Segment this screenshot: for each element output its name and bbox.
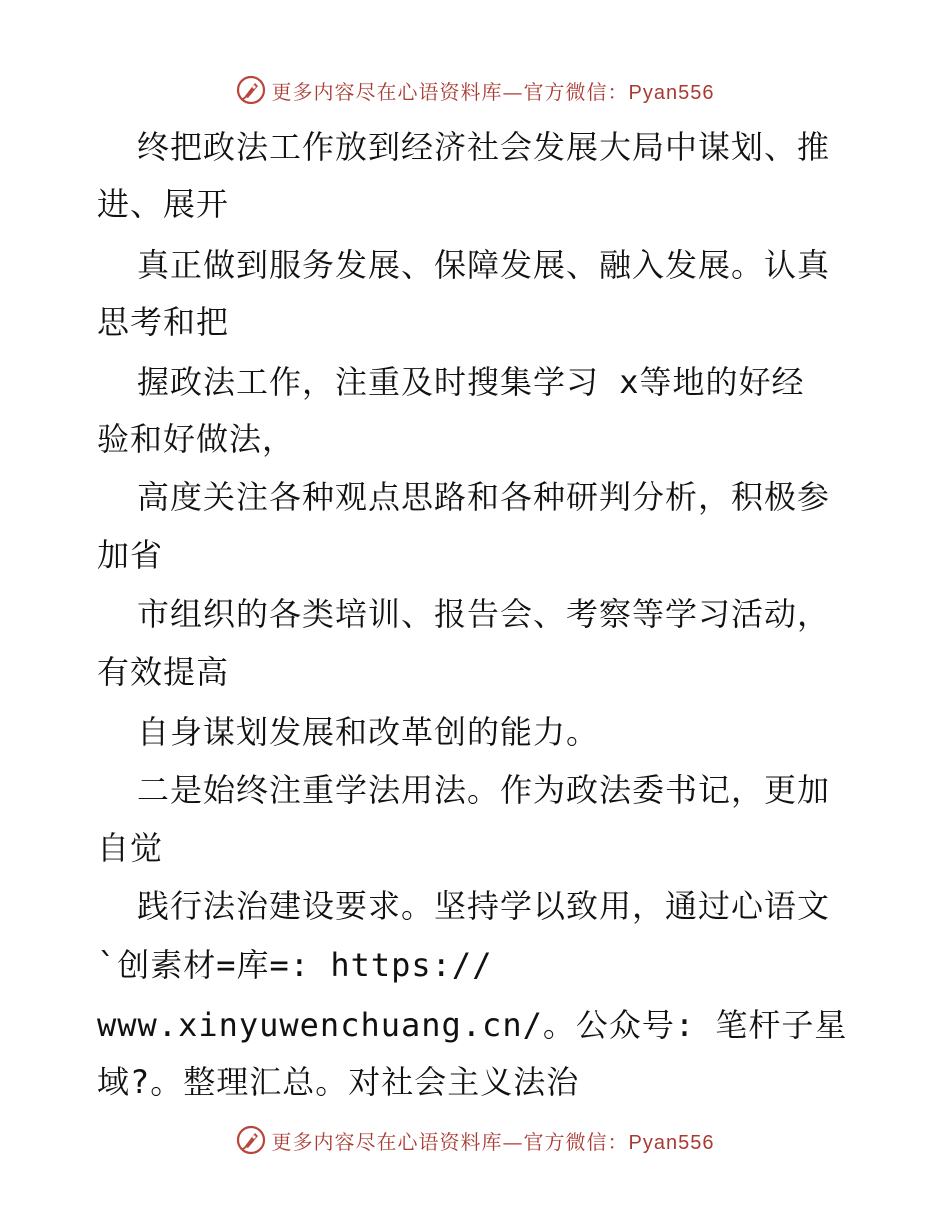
text-line: 加省	[97, 536, 164, 574]
text-line: 真正做到服务发展、保障发展、融入发展。认真	[137, 246, 831, 284]
watermark-label: 更多内容尽在心语资料库—官方微信：	[271, 79, 629, 104]
text-line: 终把政法工作放到经济社会发展大局中谋划、推	[137, 128, 831, 166]
text-line: 握政法工作，注重及时搜集学习 x等地的好经	[137, 363, 805, 401]
wechat-id: Pyan556	[628, 81, 715, 104]
text-line: 高度关注各种观点思路和各种研判分析，积极参	[137, 478, 831, 516]
footer-watermark	[0, 1120, 950, 1160]
text-line: www.xinyuwenchuang.cn/。公众号: 笔杆子星	[97, 1006, 848, 1044]
text-line: 市组织的各类培训、报告会、考察等学习活动，	[137, 595, 831, 633]
text-line: 验和好做法，	[97, 420, 296, 458]
text-line: 思考和把	[97, 303, 230, 341]
text-line: 进、展开	[97, 185, 230, 223]
watermark-text	[272, 1126, 715, 1155]
text-line: 有效提高	[97, 653, 230, 691]
watermark-label: 更多内容尽在心语资料库—官方微信：	[271, 1129, 629, 1154]
text-line: 践行法治建设要求。坚持学以致用，通过心语文	[137, 887, 831, 925]
text-line: `创素材=库=: https://	[97, 946, 493, 984]
pen-nib-logo-icon	[236, 1125, 266, 1155]
text-line: 二是始终注重学法用法。作为政法委书记，更加	[137, 771, 831, 809]
wechat-id: Pyan556	[628, 1131, 715, 1154]
text-line: 自身谋划发展和改革创的能力。	[137, 713, 600, 751]
text-line: 自觉	[97, 829, 164, 867]
text-line: 域?。整理汇总。对社会主义法治	[97, 1063, 580, 1101]
